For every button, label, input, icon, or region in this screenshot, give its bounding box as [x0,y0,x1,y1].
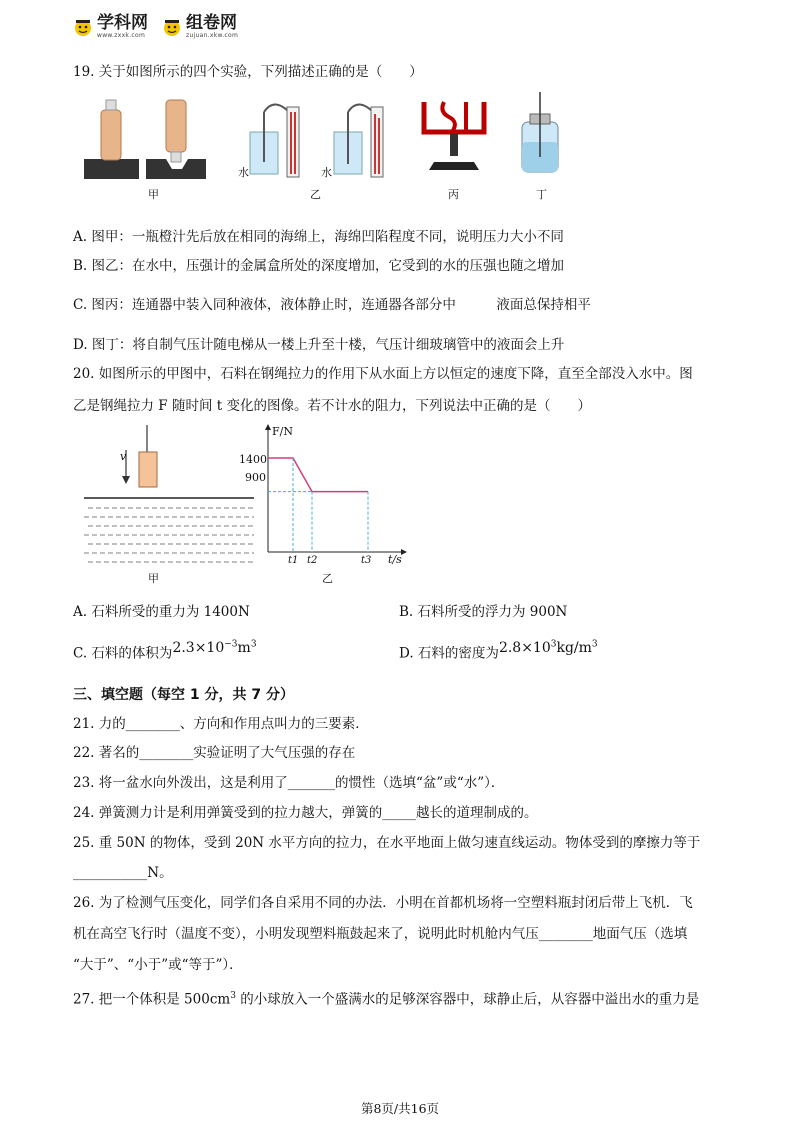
water-label: 水 [238,166,249,179]
page-footer: 第8页/共16页 [360,1101,440,1116]
water-label: 水 [321,166,332,179]
y-tick-900: 900 [245,471,266,484]
q22: 22. 著名的________实验证明了大气压强的存在 [73,745,356,761]
q19-figures [84,92,664,210]
logo-face-icon [73,17,93,37]
q20-fig-yi-label: 乙 [322,572,333,585]
caption-yi: 乙 [310,188,321,201]
q20-option-c: C. 石料的体积为$2.3\times 10^{-3}m^3$ [73,639,257,662]
x-tick-t1: t1 [288,555,299,566]
q19-option-c: C. 图丙：连通器中装入同种液体，液体静止时，连通器各部分中 液面总保持相平 [73,297,591,313]
q25-line2: ___________N。 [73,865,173,881]
logo-zxxk [73,14,148,39]
caption-bing: 丙 [448,188,459,201]
figure-bing [424,102,484,170]
logo1-url: www.zxxk.com [97,32,146,39]
series-F-line [268,458,368,492]
q25-line1: 25. 重 50N 的物体，受到 20N 水平方向的拉力，在水平地面上做匀速直线运动。物体受到的摩擦力等于 [73,835,701,851]
logo1-name: 学科网 [97,13,148,33]
logo-zujuan [162,14,238,39]
q23: 23. 将一盆水向外泼出，这是利用了_______的惯性（选填“盆”或“水”）． [73,775,505,791]
q20-stem-line1: 20. 如图所示的甲图中，石料在钢绳拉力的作用下从水面上方以恒定的速度下降，直至全部没入水中。图 [73,366,693,382]
logo-face-icon [162,17,182,37]
q20-stem-line2: 乙是钢绳拉力 F 随时间 t 变化的图像。若不计水的阻力，下列说法中正确的是（ ） [73,398,591,414]
q20-option-b: B. 石料所受的浮力为 900N [399,604,568,620]
logo2-url: zujuan.xkw.com [186,32,239,39]
q19-option-d: D. 图丁：将自制气压计随电梯从一楼上升至十楼，气压计细玻璃管中的液面会上升 [73,337,565,353]
x-tick-t2: t2 [307,555,318,566]
q20-fig-jia-label: 甲 [148,572,159,585]
chart-ylabel: F/N [272,425,293,438]
q20-option-a: A. 石料所受的重力为 1400N [73,604,250,620]
y-tick-1400: 1400 [239,453,267,466]
caption-ding: 丁 [536,188,547,201]
water-pattern [84,508,254,562]
section3-title: 三、填空题（每空 1 分，共 7 分） [73,687,294,703]
q20-option-d: D. 石料的密度为$2.8\times 10^3kg/m^3$ [399,639,598,662]
q21: 21. 力的________、方向和作用点叫力的三要素． [73,716,369,732]
figure-yi [250,105,383,178]
q26-line2: 机在高空飞行时（温度不变），小明发现塑料瓶鼓起来了，说明此时机舱内气压________地面气压（选填 [73,926,688,942]
q26-line3: “大于”、“小于”或“等于”）． [73,957,243,973]
q26-line1: 26. 为了检测气压变化，同学们各自采用不同的办法．小明在首都机场将一空塑料瓶封闭后带上飞机．飞 [73,895,693,911]
logo2-name: 组卷网 [186,13,237,33]
x-tick-t3: t3 [361,555,372,566]
caption-jia: 甲 [148,188,159,201]
velocity-label: v [120,450,127,463]
q27: 27. 把一个体积是 $500cm^3$ 的小球放入一个盛满水的足够深容器中，球静止后，从容器中溢出水的重力是 [73,991,700,1008]
q20-figure-jia [84,420,254,570]
q19-option-a: A. 图甲：一瓶橙汁先后放在相同的海绵上，海绵凹陷程度不同，说明压力大小不同 [73,229,564,245]
q19-stem: 19. 关于如图所示的四个实验，下列描述正确的是（ ） [73,64,423,80]
figure-jia [84,100,206,179]
figure-ding [522,92,558,172]
q19-option-b: B. 图乙：在水中，压强计的金属盒所处的深度增加，它受到的水的压强也随之增加 [73,258,565,274]
y-axis-arrow [265,424,271,430]
chart-xlabel: t/s [388,553,402,566]
q24: 24. 弹簧测力计是利用弹簧受到的拉力越大，弹簧的_____越长的道理制成的。 [73,805,538,821]
